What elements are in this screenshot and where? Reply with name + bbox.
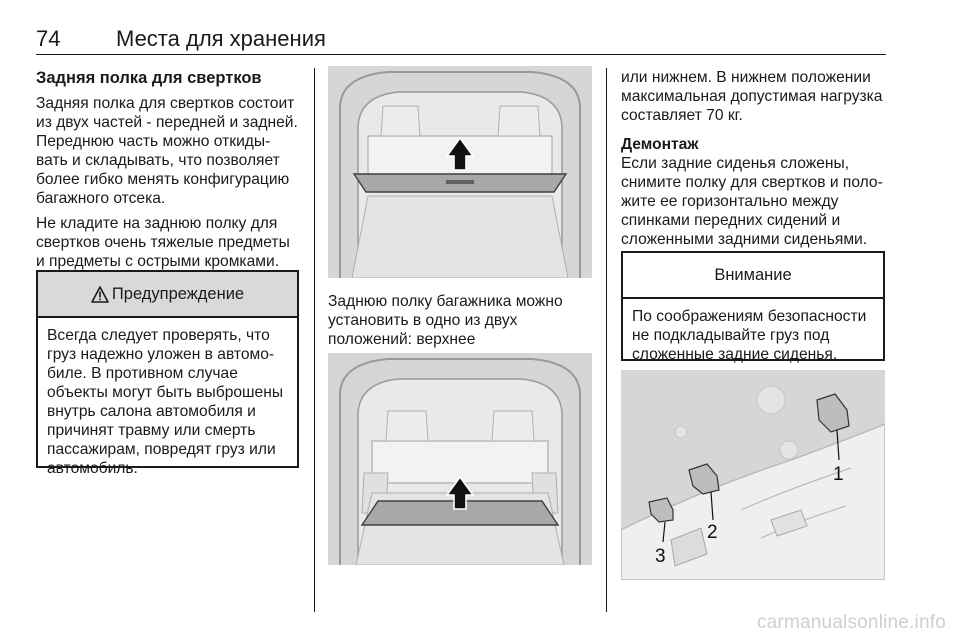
warning-box [36, 270, 299, 477]
figure-label-2: 2 [707, 522, 718, 543]
notice-title: Внимание [714, 265, 792, 284]
watermark: carmanualsonline.info [756, 612, 946, 633]
paragraph-load-limit: или нижнем. В нижнем положении максимальная допустимая нагрузка составляет 70 кг. [621, 69, 883, 124]
figure-shelf-upper [328, 66, 592, 278]
column-divider-1 [314, 68, 315, 612]
column-2 [328, 292, 596, 355]
warning-triangle-icon [91, 286, 109, 303]
paragraph-description: Задняя полка для свертков состоит из двух частей - передней и задней. Переднюю часть можно откиды-вать и складывать, что позволяет более гибко менять конфигурацию багажного отсека. [36, 95, 298, 207]
figure-label-3: 3 [655, 546, 666, 567]
notice-box [621, 251, 885, 361]
figure-mount-points [621, 370, 885, 580]
page-header [36, 26, 886, 54]
figure-shelf-lower [328, 353, 592, 565]
paragraph-heavy-items: Не кладите на заднюю полку для свертков очень тяжелые предметы и предметы с острыми кромками. [36, 215, 290, 270]
column-divider-2 [606, 68, 607, 612]
warning-text: Всегда следует проверять, что груз надежно уложен в автомо-биле. В противном случае объекты могут быть выброшены внутрь салона автомобиля и причинят травму или смерть пассажирам, повредят груз или автомобиль. [47, 327, 284, 477]
page-number: 74 [36, 26, 61, 51]
column-1 [36, 68, 300, 277]
column-3 [621, 68, 889, 255]
warning-header [38, 272, 297, 318]
chapter-title: Места для хранения [116, 26, 326, 51]
warning-title: Предупреждение [111, 284, 245, 303]
header-divider [36, 54, 886, 55]
subheading-removal: Демонтаж [621, 136, 699, 153]
caption-shelf-positions: Заднюю полку багажника можно установить в одно из двух положений: верхнее [328, 293, 563, 348]
paragraph-removal: Если задние сиденья сложены, снимите полку для свертков и поло-жите ее горизонтально между спинками передних сидений и сложенными задними сиденьями. [621, 155, 883, 248]
notice-header [623, 253, 883, 299]
figure-label-1: 1 [833, 464, 844, 485]
notice-text: По соображениям безопасности не подкладывайте груз под сложенные задние сиденья. [632, 308, 867, 363]
section-title: Задняя полка для свертков [36, 69, 262, 87]
